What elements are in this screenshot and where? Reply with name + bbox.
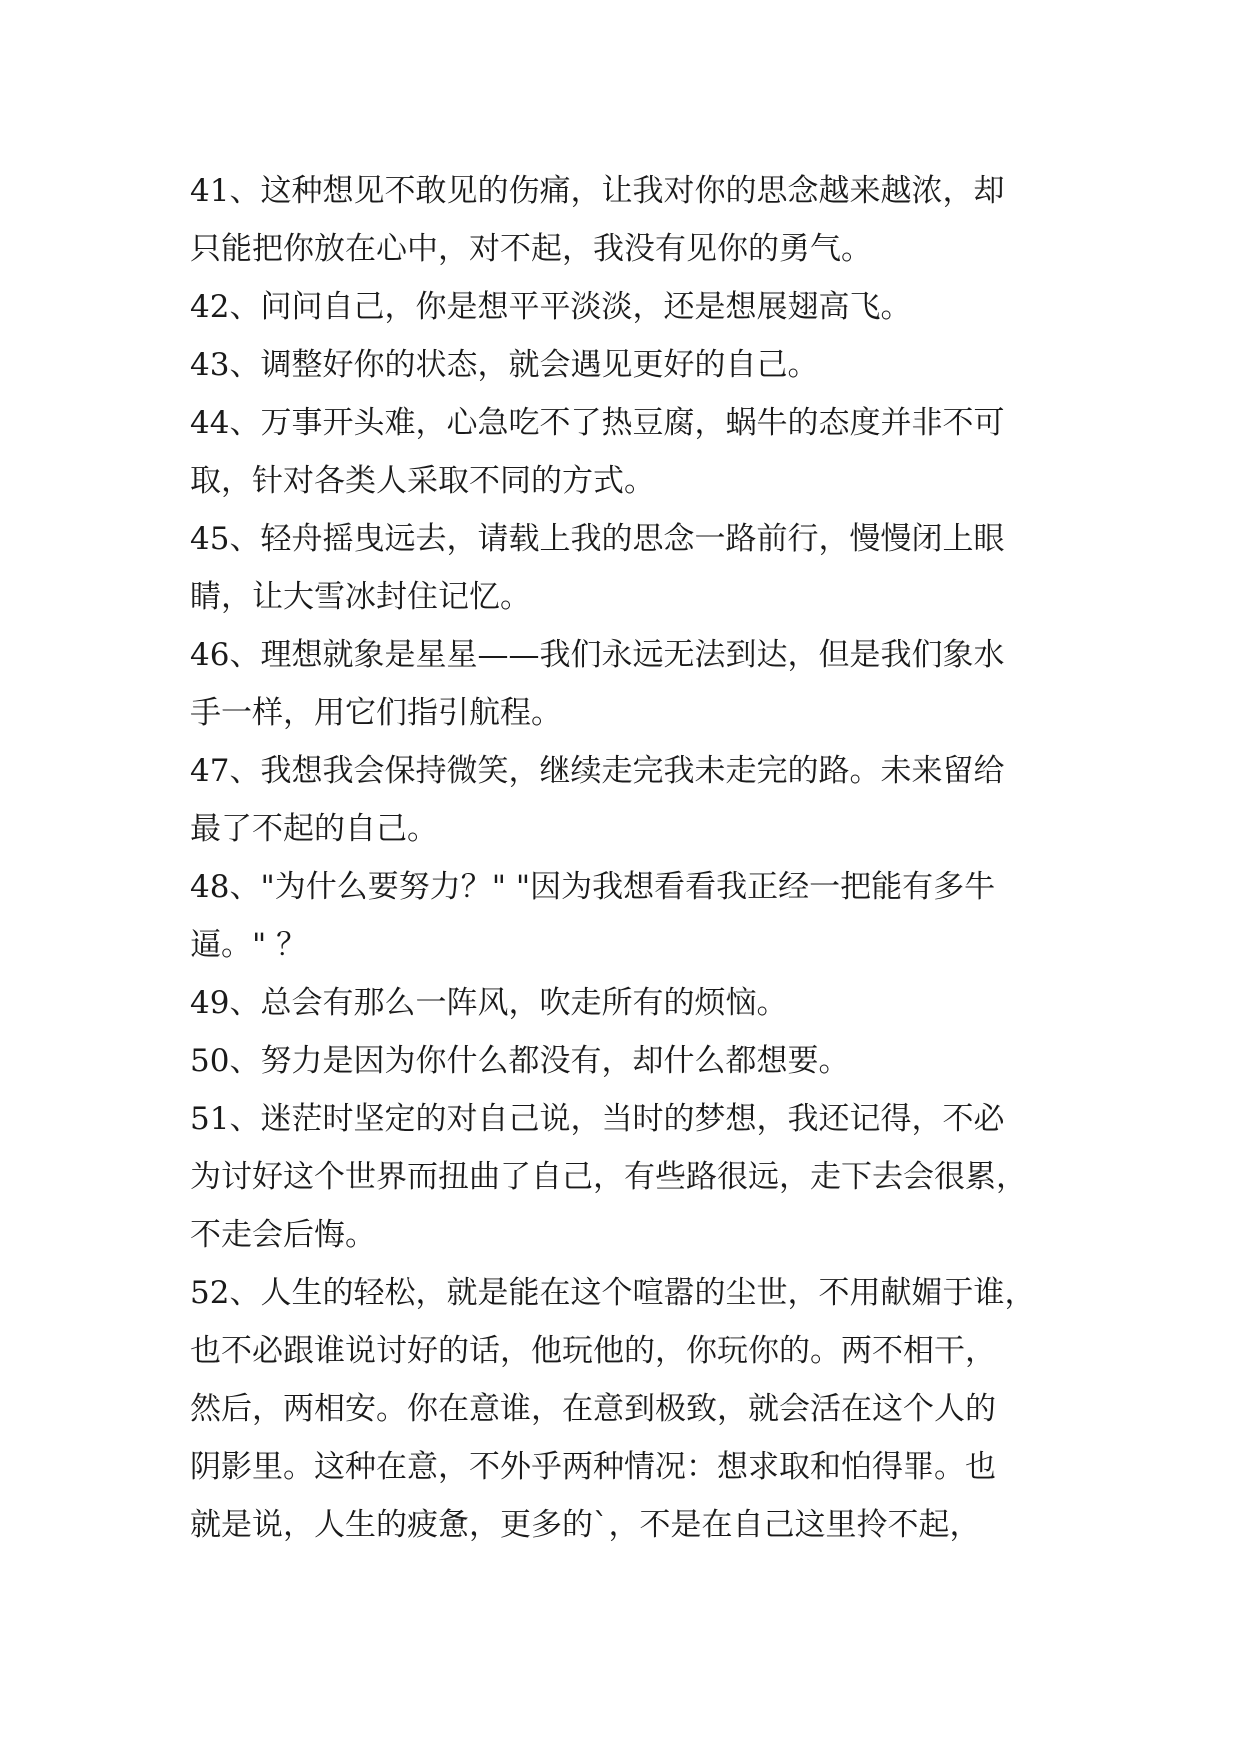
- text-line: 46、理想就象是星星——我们永远无法到达，但是我们象水: [190, 637, 1005, 673]
- text-line: 然后，两相安。你在意谁，在意到极致，就会活在这个人的: [190, 1391, 996, 1427]
- text-line: 最了不起的自己。: [190, 811, 438, 847]
- text-line: 43、调整好你的状态，就会遇见更好的自己。: [190, 347, 819, 383]
- text-line: 50、努力是因为你什么都没有，却什么都想要。: [190, 1043, 850, 1079]
- text-line: 42、问问自己，你是想平平淡淡，还是想展翅高飞。: [190, 289, 912, 325]
- text-line: 52、人生的轻松，就是能在这个喧嚣的尘世，不用献媚于谁，: [190, 1275, 1036, 1311]
- text-line: 取，针对各类人采取不同的方式。: [190, 463, 655, 499]
- text-line: 49、总会有那么一阵风，吹走所有的烦恼。: [190, 985, 788, 1021]
- text-line: 不走会后悔。: [190, 1217, 376, 1253]
- text-line: 41、这种想见不敢见的伤痛，让我对你的思念越来越浓，却: [190, 173, 1005, 209]
- text-line: 手一样，用它们指引航程。: [190, 695, 562, 731]
- document-body: [190, 162, 1070, 1554]
- text-line: 44、万事开头难，心急吃不了热豆腐，蜗牛的态度并非不可: [190, 405, 1005, 441]
- text-line: 48、"为什么要努力？" "因为我想看看我正经一把能有多牛: [190, 869, 996, 905]
- text-line: 只能把你放在心中，对不起，我没有见你的勇气。: [190, 231, 872, 267]
- text-line: 为讨好这个世界而扭曲了自己，有些路很远，走下去会很累，: [190, 1159, 1027, 1195]
- text-line: 也不必跟谁说讨好的话，他玩他的，你玩你的。两不相干，: [190, 1333, 996, 1369]
- text-line: 逼。" ？: [190, 927, 308, 963]
- text-line: 45、轻舟摇曳远去，请载上我的思念一路前行，慢慢闭上眼: [190, 521, 1005, 557]
- text-line: 阴影里。这种在意，不外乎两种情况：想求取和怕得罪。也: [190, 1449, 996, 1485]
- text-line: 睛，让大雪冰封住记忆。: [190, 579, 531, 615]
- text-line: 51、迷茫时坚定的对自己说，当时的梦想，我还记得，不必: [190, 1101, 1005, 1137]
- text-line: 47、我想我会保持微笑，继续走完我未走完的路。未来留给: [190, 753, 1005, 789]
- text-line: 就是说，人生的疲惫，更多的`，不是在自己这里拎不起，: [190, 1507, 981, 1543]
